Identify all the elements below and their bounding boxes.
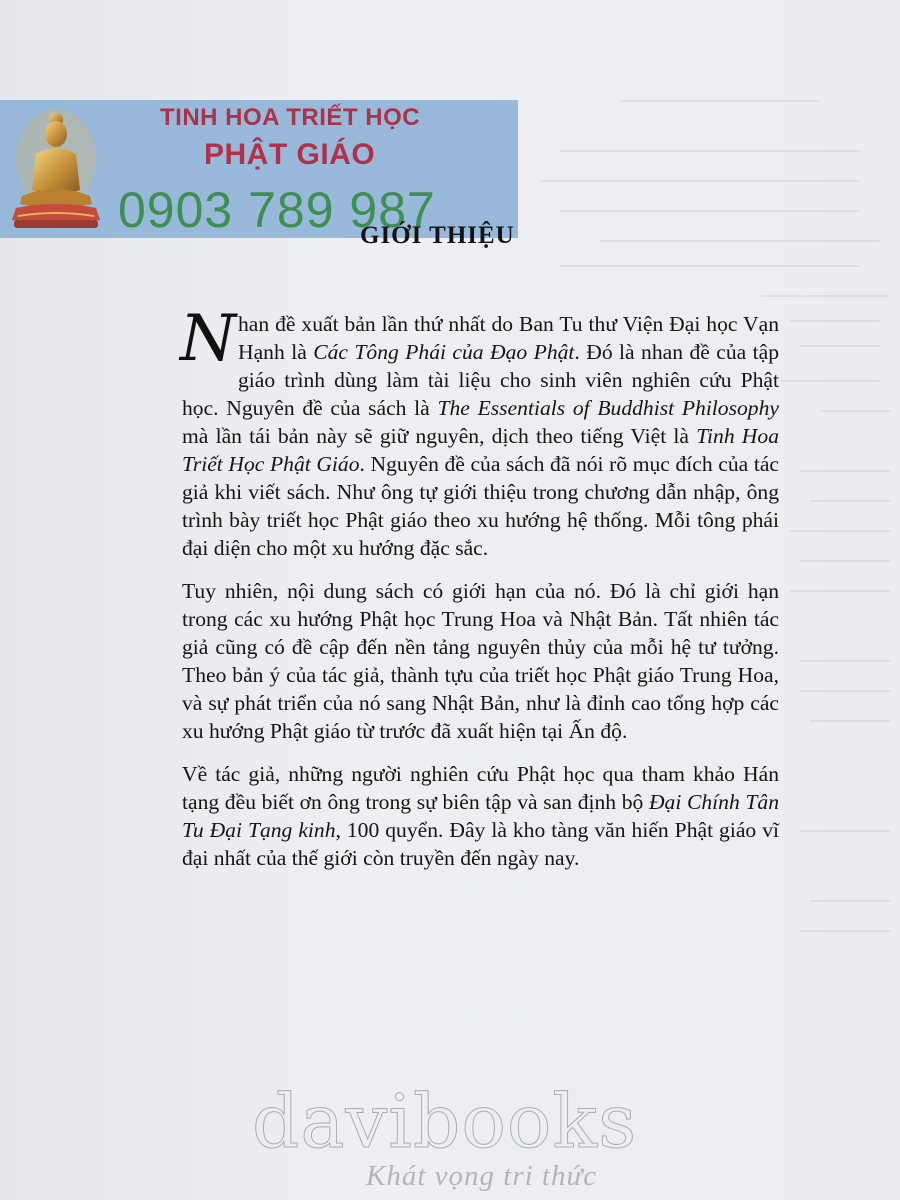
bleed-through-line [560, 210, 860, 212]
body-text [180, 302, 780, 887]
bleed-through-line [800, 470, 890, 472]
banner-title-line2: PHẬT GIÁO [204, 138, 376, 171]
bleed-through-line [800, 930, 890, 932]
bleed-through-line [540, 180, 860, 182]
bleed-through-line [790, 320, 880, 322]
bleed-through-line [810, 500, 890, 502]
italic-title: Đại Chính Tân Tu Đại Tạng kinh [182, 790, 779, 842]
italic-title: Tinh Hoa Triết Học Phật Giáo [182, 424, 779, 476]
bleed-through-line [780, 380, 880, 382]
bleed-through-line [560, 150, 860, 152]
watermark-slogan: Khát vọng tri thức [366, 1160, 598, 1192]
paragraph-3 [182, 760, 779, 872]
bleed-through-line [760, 295, 890, 297]
watermark-brand: davibooks [252, 1079, 638, 1165]
bleed-through-line [800, 690, 890, 692]
buddha-statue-icon [8, 104, 104, 234]
bleed-through-line [810, 720, 890, 722]
bleed-through-line [790, 590, 890, 592]
italic-title: Các Tông Phái của Đạo Phật [313, 340, 575, 364]
bleed-through-line [560, 265, 860, 267]
paragraph-1 [180, 302, 780, 562]
bleed-through-line [620, 100, 820, 102]
text-run: . Đó là nhan đề của tập giáo trình dùng làm tài liệu cho sinh viên nghiên cứu Phật học. Nguyên đề của sách là [182, 340, 780, 420]
bleed-through-line [800, 830, 890, 832]
bleed-through-line [800, 660, 890, 662]
bleed-through-line [800, 560, 890, 562]
banner-phone-number: 0903 789 987 [118, 182, 436, 238]
text-run: . Nguyên đề của sách đã nói rõ mục đích của tác giả khi viết sách. Như ông tự giới thiệu trong chương dẫn nhập, ông trình bày triết học Phật giáo theo xu hướng hệ thống. Mỗi tông phái đại diện cho một xu hướng đặc sắc. [182, 452, 779, 560]
page-heading: GIỚI THIỆU [360, 222, 515, 249]
text-run: , 100 quyển. Đây là kho tàng văn hiến Phật giáo vĩ đại nhất của thế giới còn truyền đến ngày nay. [182, 818, 779, 870]
text-run: mà lần tái bản này sẽ giữ nguyên, dịch theo tiếng Việt là [182, 424, 697, 448]
italic-title: The Essentials of Buddhist Philosophy [437, 396, 779, 420]
drop-cap: N [180, 302, 236, 376]
text-run: han đề xuất bản lần thứ nhất do Ban Tu thư Viện Đại học Vạn Hạnh là [238, 312, 779, 364]
bleed-through-line [800, 345, 880, 347]
paragraph-2: Tuy nhiên, nội dung sách có giới hạn của nó. Đó là chỉ giới hạn trong các xu hướng Phật học Trung Hoa và Nhật Bản. Tất nhiên tác giả cũng có đề cập đến nền tảng nguyên thủy của mỗi hệ tư tưởng. Theo bản ý của tác giả, thành tựu của triết học Phật giáo Trung Hoa, và sự phát triển của nó sang Nhật Bản, như là đỉnh cao tổng hợp các xu hướng Phật giáo từ trước đã xuất hiện tại Ấn độ. [182, 579, 779, 743]
bleed-through-line [600, 240, 880, 242]
banner-title-line1: TINH HOA TRIẾT HỌC [160, 104, 421, 131]
bleed-through-line [820, 410, 890, 412]
bleed-through-line [810, 900, 890, 902]
text-run: Về tác giả, những người nghiên cứu Phật học qua tham khảo Hán tạng đều biết ơn ông trong sự biên tập và san định bộ [182, 762, 779, 814]
bleed-through-line [790, 530, 890, 532]
